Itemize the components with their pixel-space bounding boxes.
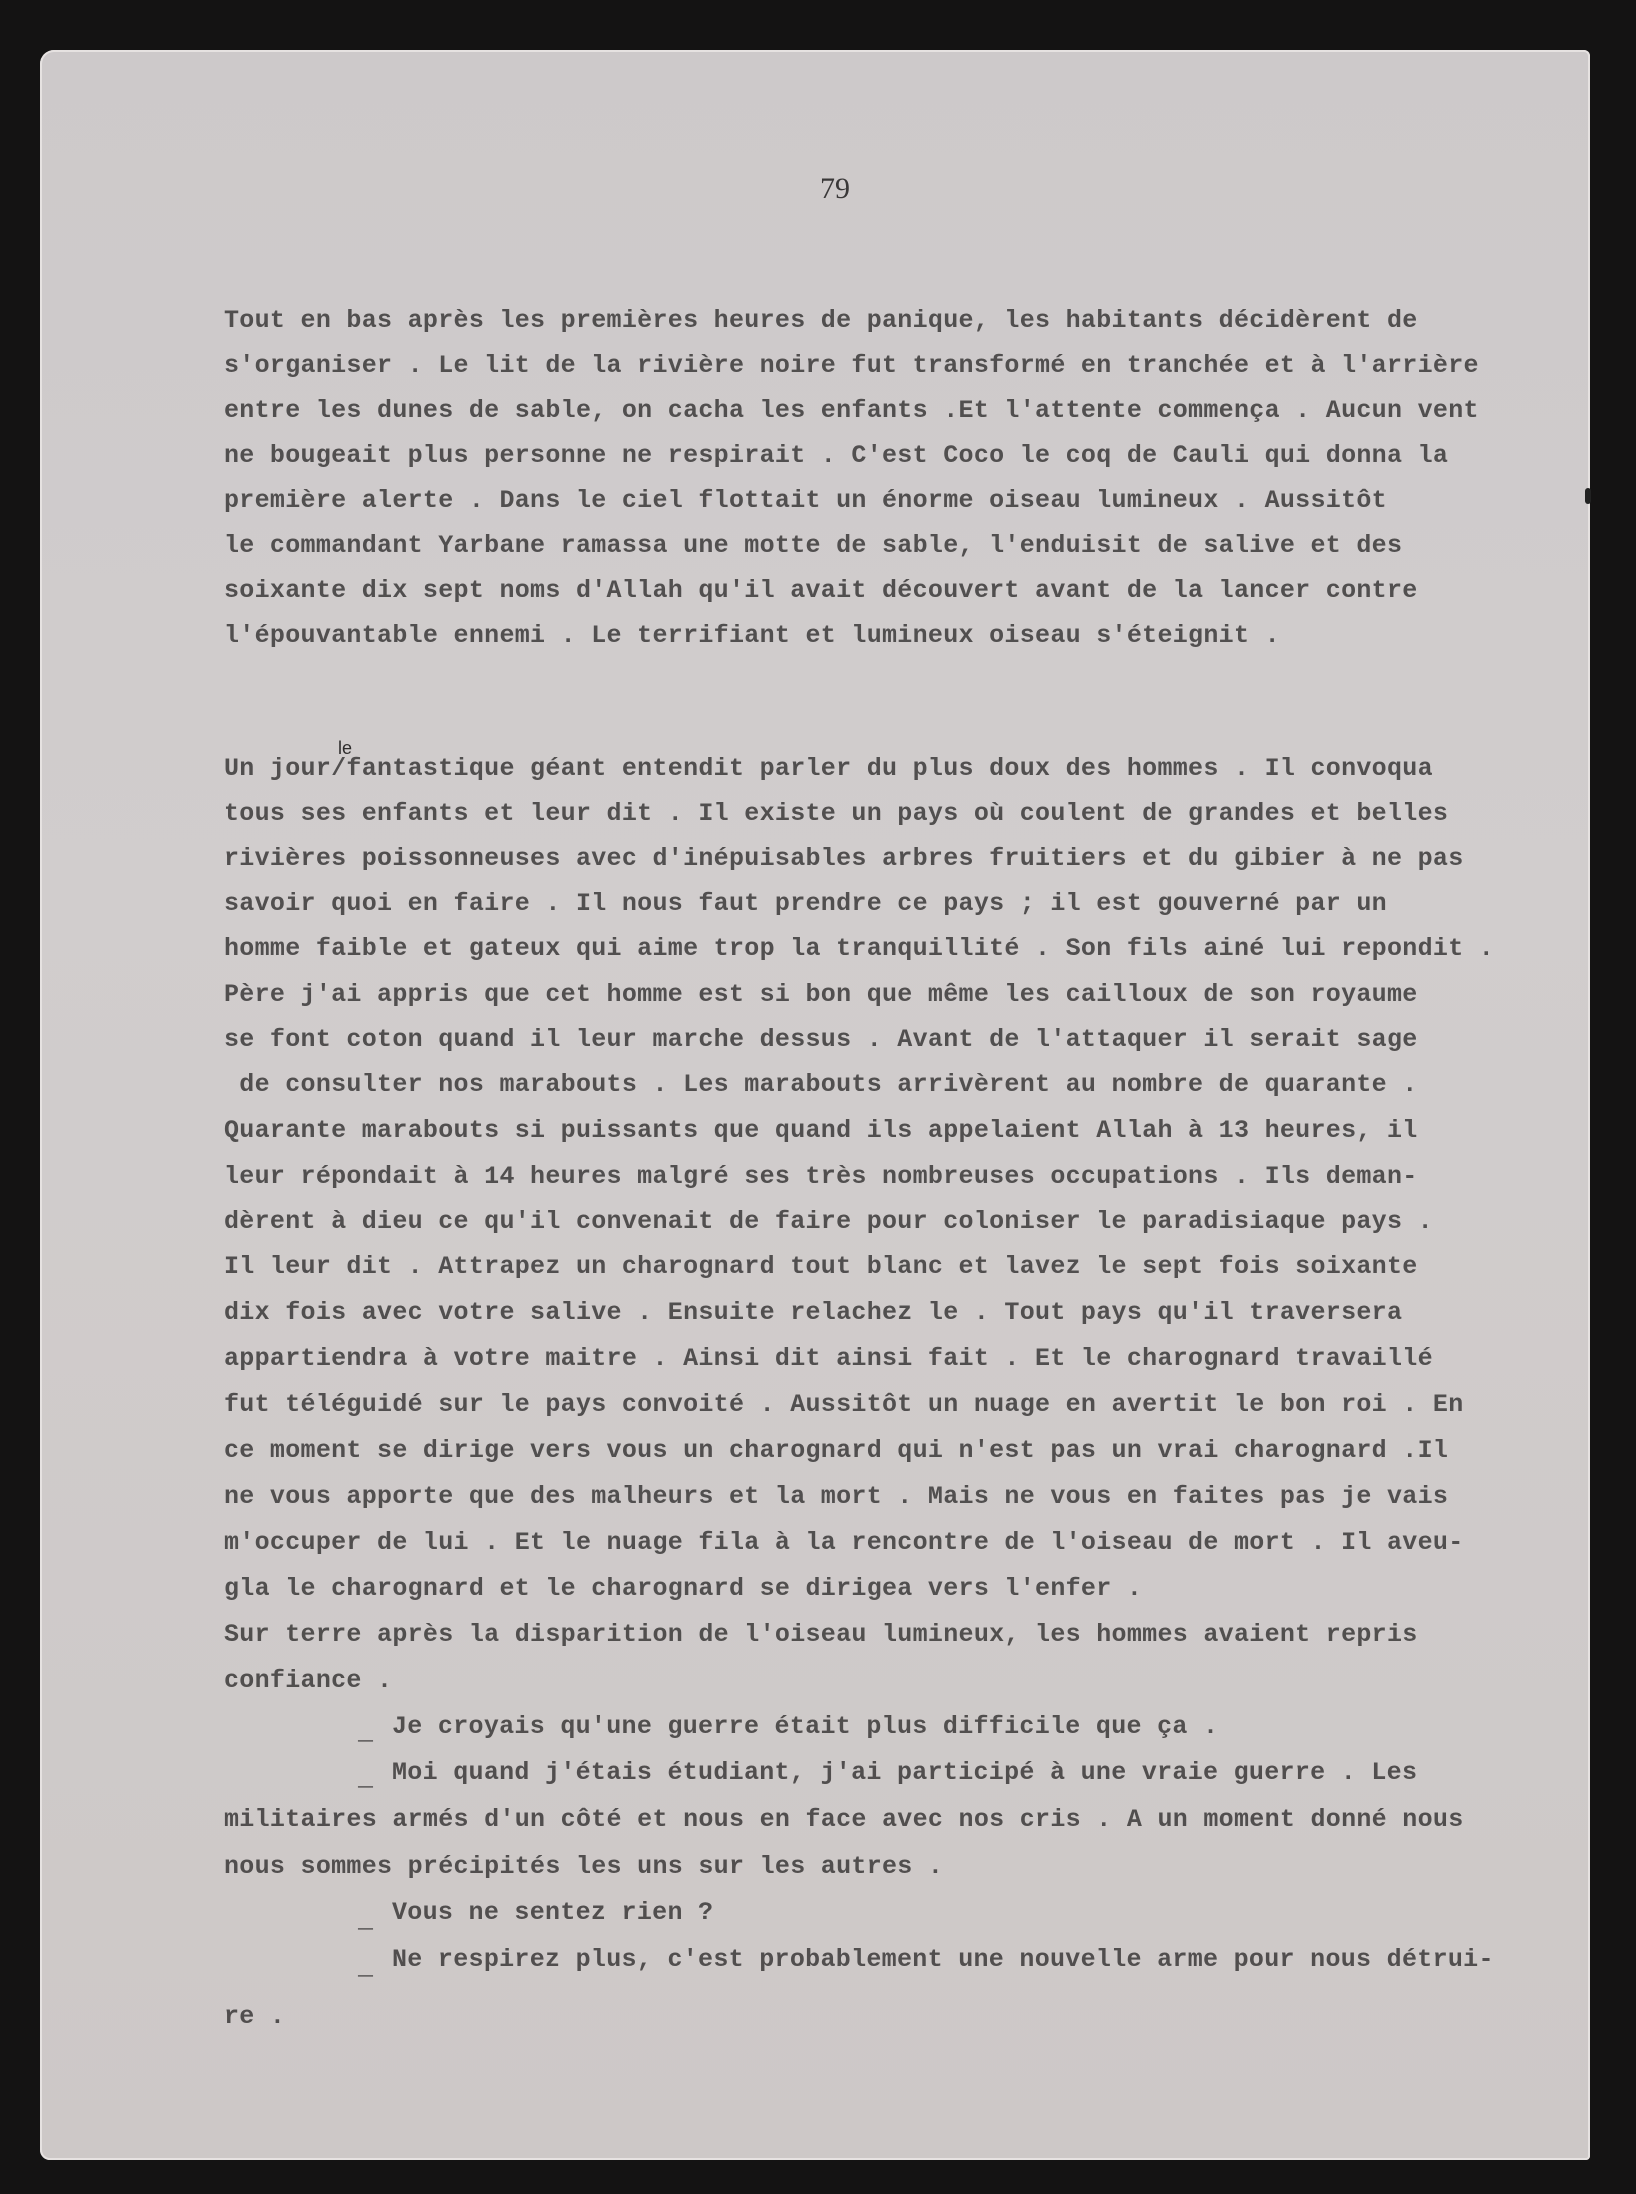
dialogue-line: nous sommes précipités les uns sur les autres .	[224, 1852, 944, 1881]
paragraph2-line: fut téléguidé sur le pays convoité . Aussitôt un nuage en avertit le bon roi . En	[224, 1390, 1464, 1419]
paragraph1-line: Tout en bas après les premières heures de panique, les habitants décidèrent de	[224, 306, 1418, 335]
dialogue-line: Ne respirez plus, c'est probablement une nouvelle arme pour nous détrui-	[392, 1945, 1494, 1974]
page-edge-mark	[1585, 488, 1591, 504]
dialogue-dash: _	[358, 1906, 374, 1935]
dialogue-dash: _	[358, 1718, 374, 1747]
paragraph2-line: ce moment se dirige vers vous un charognard qui n'est pas un vrai charognard .Il	[224, 1436, 1449, 1465]
paragraph2-line: dèrent à dieu ce qu'il convenait de faire pour coloniser le paradisiaque pays .	[224, 1207, 1433, 1236]
paragraph1-line: entre les dunes de sable, on cacha les enfants .Et l'attente commença . Aucun vent	[224, 396, 1479, 425]
paragraph1-line: s'organiser . Le lit de la rivière noire fut transformé en tranchée et à l'arrière	[224, 351, 1479, 380]
dialogue-line: Moi quand j'étais étudiant, j'ai participé à une vraie guerre . Les	[392, 1758, 1418, 1787]
paragraph2-line: Père j'ai appris que cet homme est si bon que même les cailloux de son royaume	[224, 980, 1418, 1009]
dialogue-line: Vous ne sentez rien ?	[392, 1898, 714, 1927]
paragraph2-line: Sur terre après la disparition de l'oiseau lumineux, les hommes avaient repris	[224, 1620, 1418, 1649]
paragraph2-line: savoir quoi en faire . Il nous faut prendre ce pays ; il est gouverné par un	[224, 889, 1387, 918]
paragraph2-line: rivières poissonneuses avec d'inépuisables arbres fruitiers et du gibier à ne pas	[224, 844, 1464, 873]
dialogue-line: re .	[224, 2002, 286, 2031]
paragraph2-line: confiance .	[224, 1666, 393, 1695]
paragraph1-line: première alerte . Dans le ciel flottait un énorme oiseau lumineux . Aussitôt	[224, 486, 1387, 515]
paragraph2-line: de consulter nos marabouts . Les marabouts arrivèrent au nombre de quarante .	[224, 1070, 1418, 1099]
dialogue-line: Je croyais qu'une guerre était plus difficile que ça .	[392, 1712, 1219, 1741]
paragraph2-line: Un jour/fantastique géant entendit parler du plus doux des hommes . Il convoqua	[224, 754, 1433, 783]
paragraph1-line: le commandant Yarbane ramassa une motte de sable, l'enduisit de salive et des	[224, 531, 1403, 560]
paragraph2-line: dix fois avec votre salive . Ensuite relachez le . Tout pays qu'il traversera	[224, 1298, 1403, 1327]
paragraph2-line: gla le charognard et le charognard se dirigea vers l'enfer .	[224, 1574, 1143, 1603]
handwritten-annotation: le	[338, 738, 353, 758]
paragraph2-line: homme faible et gateux qui aime trop la tranquillité . Son fils ainé lui repondit .	[224, 934, 1495, 963]
page-number: 79	[820, 172, 850, 205]
paragraph1-line: l'épouvantable ennemi . Le terrifiant et lumineux oiseau s'éteignit .	[224, 621, 1280, 650]
paragraph2-line: leur répondait à 14 heures malgré ses très nombreuses occupations . Ils deman-	[224, 1162, 1418, 1191]
dialogue-dash: _	[358, 1764, 374, 1793]
paragraph1-line: soixante dix sept noms d'Allah qu'il avait découvert avant de la lancer contre	[224, 576, 1418, 605]
dialogue-dash: _	[358, 1953, 374, 1982]
paragraph1-line: ne bougeait plus personne ne respirait . C'est Coco le coq de Cauli qui donna la	[224, 441, 1449, 470]
paragraph2-line: m'occuper de lui . Et le nuage fila à la rencontre de l'oiseau de mort . Il aveu-	[224, 1528, 1464, 1557]
paragraph2-line: Il leur dit . Attrapez un charognard tout blanc et lavez le sept fois soixante	[224, 1252, 1418, 1281]
paragraph2-line: ne vous apporte que des malheurs et la mort . Mais ne vous en faites pas je vais	[224, 1482, 1449, 1511]
dialogue-line: militaires armés d'un côté et nous en face avec nos cris . A un moment donné nous	[224, 1805, 1464, 1834]
paragraph2-line: tous ses enfants et leur dit . Il existe un pays où coulent de grandes et belles	[224, 799, 1449, 828]
paragraph2-line: appartiendra à votre maitre . Ainsi dit ainsi fait . Et le charognard travaillé	[224, 1344, 1433, 1373]
paragraph2-line: se font coton quand il leur marche dessus . Avant de l'attaquer il serait sage	[224, 1025, 1418, 1054]
paragraph2-line: Quarante marabouts si puissants que quand ils appelaient Allah à 13 heures, il	[224, 1116, 1418, 1145]
